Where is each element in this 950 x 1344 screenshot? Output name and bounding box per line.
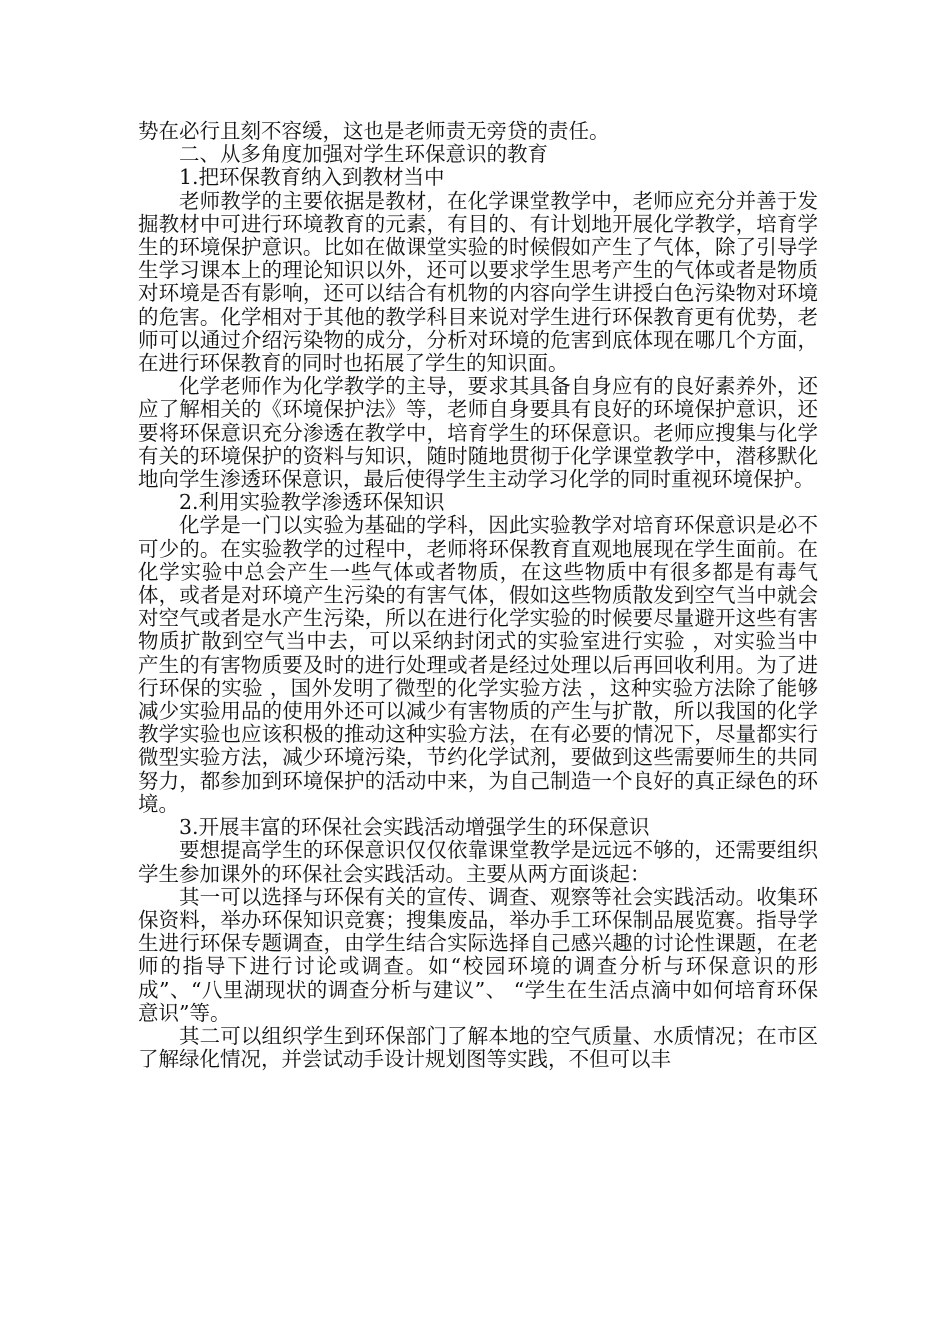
paragraph-teacher-role: 化学老师作为化学教学的主导，要求其具备自身应有的良好素养外，还应了解相关的《环境保护法》等，老师自身要具有良好的环境保护意识，还要将环保意识充分渗透在教学中，培育学生的环保意识。老师应搜集与化学有关的环境保护的资料与知识，随时随地贯彻于化学课堂教学中，潜移默化地向学生渗透环保意识，最后使得学生主动学习化学的同时重视环境保护。 <box>138 374 818 492</box>
section-heading-2: 二、从多角度加强对学生环保意识的教育 <box>179 142 548 167</box>
paragraph-practice-one: 其一可以选择与环保有关的宣传、调查、观察等社会实践活动。收集环保资料，举办环保知识竞赛；搜集废品，举办手工环保制品展览赛。指导学生进行环保专题调查，由学生结合实际选择自己感兴趣的讨论性课题，在老师的指导下进行讨论或调查。如“校园环境的调查分析与环保意识的形成”、“八里湖现状的调查分析与建议”、 “学生在生活点滴中如何培育环保意识”等。 <box>138 884 818 1025</box>
paragraph-experiment: 化学是一门以实验为基础的学科，因此实验教学对培育环保意识是必不可少的。在实验教学的过程中，老师将环保教育直观地展现在学生面前。在化学实验中总会产生一些气体或者物质，在这些物质中有很多都是有毒气体，或者是对环境产生污染的有害气体，假如这些物质散发到空气当中就会对空气或者是水产生污染，所以在进行化学实验的时候要尽量避开这些有害物质扩散到空气当中去，可以采纳封闭式的实验室进行实验 ，对实验当中产生的有害物质要及时的进行处理或者是经过处理以后再回收利用。为了进行环保的实验 ，国外发明了微型的化学实验方法 ，这种实验方法除了能够减少实验用品的使用外还可以减少有害物质的产生与扩散，所以我国的化学教学实验也应该积极的推动这种实验方法，在有必要的情况下，尽量都实行微型实验方法，减少环境污染，节约化学试剂，要做到这些需要师生的共同努力，都参加到环境保护的活动中来，为自己制造一个良好的真正绿色的环境。 <box>138 513 818 816</box>
paragraph-practice-intro: 要想提高学生的环保意识仅仅依靠课堂教学是远远不够的，还需要组织学生参加课外的环保社会实践活动。主要从两方面谈起： <box>138 838 818 886</box>
subsection-heading-1: 1.把环保教育纳入到教材当中 <box>179 165 445 190</box>
paragraph-practice-two: 其二可以组织学生到环保部门了解本地的空气质量、水质情况；在市区了解绿化情况，并尝试动手设计规划图等实践，不但可以丰 <box>138 1023 818 1072</box>
paragraph-continuation: 势在必行且刻不容缓，这也是老师责无旁贷的责任。 <box>138 119 610 143</box>
paragraph-textbook: 老师教学的主要依据是教材，在化学课堂教学中，老师应充分并善于发掘教材中可进行环境教育的元素，有目的、有计划地开展化学教学，培育学生的环境保护意识。比如在做课堂实验的时候假如产生了气体，除了引导学生学习课本上的理论知识以外，还可以要求学生思考产生的气体或者是物质对环境是否有影响，还可以结合有机物的内容向学生讲授白色污染物对环境的危害。化学相对于其他的教学科目来说对学生进行环保教育更有优势，老师可以通过介绍污染物的成分，分析对环境的危害到底体现在哪几个方面，在进行环保教育的同时也拓展了学生的知识面。 <box>138 188 818 376</box>
subsection-heading-2: 2.利用实验教学渗透环保知识 <box>179 490 445 515</box>
subsection-heading-3: 3.开展丰富的环保社会实践活动增强学生的环保意识 <box>179 815 650 840</box>
document-body <box>138 120 818 1071</box>
